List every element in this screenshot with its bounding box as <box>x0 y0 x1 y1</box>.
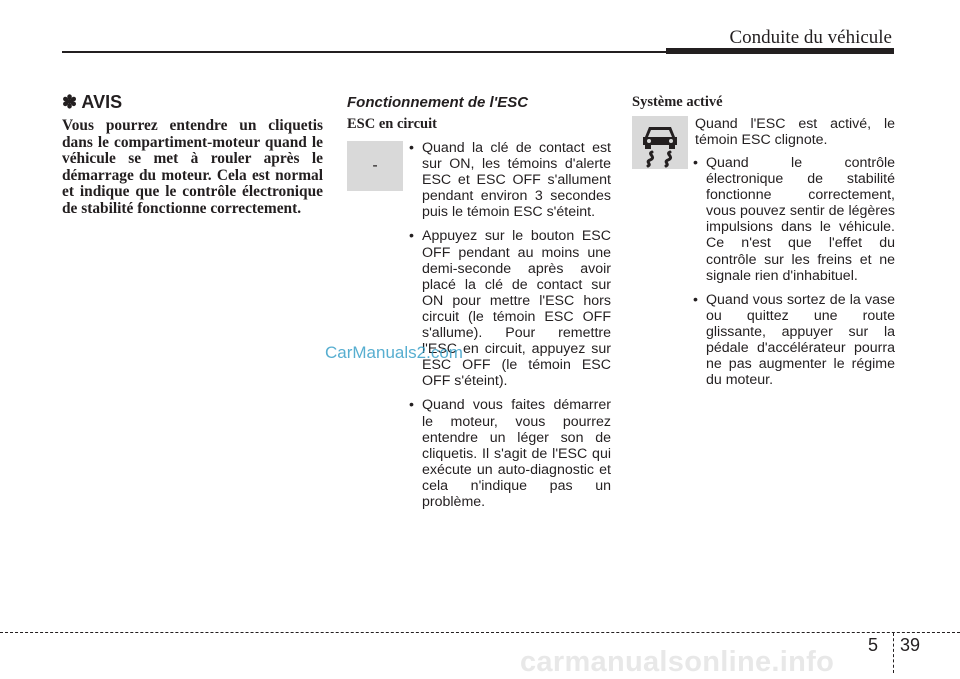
esc-skid-car-icon <box>632 116 688 169</box>
list-item: • Appuyez sur le bouton ESC OFF pendant au moins une demi-seconde après avoir placé la clé de contact sur ON pour mettre l'ESC hors circuit (le témoin ESC OFF s'allume). Pour remettre l'ESC en circuit, appuyez sur ESC OFF (le témoin ESC OFF s'éteint). <box>407 228 611 389</box>
active-intro <box>695 116 895 150</box>
section-title: Conduite du véhicule <box>729 27 892 48</box>
operation-title: Fonctionnement de l'ESC <box>347 94 529 111</box>
operation-list <box>407 140 611 510</box>
operation-subtitle: ESC en circuit <box>347 116 437 132</box>
watermark-link[interactable]: CarManuals2.com <box>325 343 463 362</box>
active-title: Système activé <box>632 94 723 110</box>
list-item: • Quand vous sortez de la vase ou quittez une route glissante, appuyer sur la pédale d'accélérateur pourra ne pas augmenter le régime du moteur. <box>691 292 895 389</box>
active-bullets <box>691 155 895 396</box>
avis-text: Vous pourrez entendre un cliquetis dans le compartiment-moteur quand le véhicule se met à rouler après le démarrage du moteur. Cela est normal et indique que le contrôle électronique de stabilité fonctionne correctement. <box>62 117 323 217</box>
header-rule-thick <box>666 48 894 54</box>
list-item: • Quand vous faites démarrer le moteur, vous pourrez entendre un léger son de cliquetis. Il s'agit de l'ESC qui exécute un auto-diagnostic et cela n'indique pas un problème. <box>407 397 611 510</box>
operation-bullets <box>407 140 611 518</box>
active-intro-text: Quand l'ESC est activé, le témoin ESC clignote. <box>695 116 895 149</box>
watermark-site[interactable]: carmanualsonline.info <box>520 646 835 678</box>
header-rule <box>62 51 666 53</box>
page-number: 39 <box>900 635 921 655</box>
list-item: • Quand le contrôle électronique de stabilité fonctionne correctement, vous pouvez sentir de légères impulsions dans le véhicule. Ce n'est que l'effet du contrôle sur les freins et ne signale rien d'inhabituel. <box>691 155 895 284</box>
icon-symbol: - <box>372 157 378 174</box>
list-item: • Quand la clé de contact est sur ON, les témoins d'alerte ESC et ESC OFF s'allument pendant environ 3 secondes puis le témoin ESC s'éteint. <box>407 140 611 220</box>
active-list <box>691 155 895 388</box>
footer-rule <box>0 632 960 633</box>
page-divider <box>893 633 894 673</box>
chapter-number: 5 <box>868 635 879 655</box>
operation-icon-placeholder <box>347 141 403 191</box>
avis-title: ✽ AVIS <box>62 92 123 112</box>
